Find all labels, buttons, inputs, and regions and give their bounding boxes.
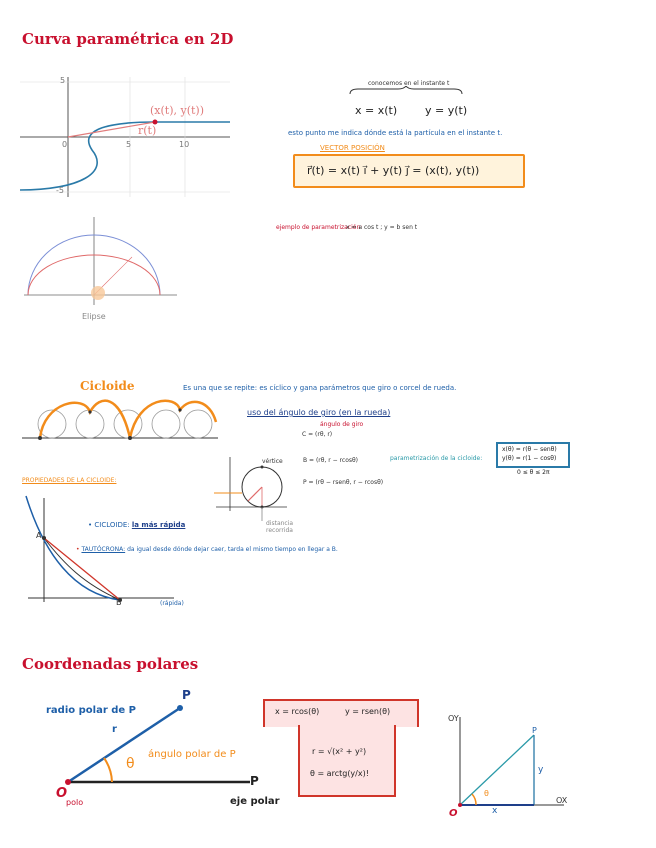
brace-note: conocemos en el instante t [368, 80, 450, 87]
angulo-label: ángulo polar de P [148, 749, 236, 760]
prop2-value: da igual desde dónde dejar caer, tarda el mismo tiempo en llegar a B. [127, 546, 338, 553]
right-p: P [532, 726, 537, 735]
tick-y-minus5: -5 [56, 186, 64, 195]
box-y: y = rsen(θ) [345, 707, 391, 716]
vertex-label: vértice [262, 458, 283, 465]
vector-title: VECTOR POSICIÓN [320, 144, 385, 152]
param-note-eq: x = a cos t ; y = b sen t [346, 224, 418, 231]
b-eq: B = (rθ, r − rcosθ) [303, 457, 359, 464]
brace-icon [348, 86, 464, 96]
vector-eq: r⃗(t) = x(t) i⃗ + y(t) j⃗ = (x(t), y(t)) [307, 164, 480, 177]
param-box [496, 442, 570, 468]
circle-caption: distancia recorrida [266, 520, 294, 534]
polo-label: polo [66, 798, 84, 807]
circle-geometry-diagram [212, 455, 292, 525]
graph-caption: (rápida) [160, 600, 184, 607]
eq-x: x = x(t) [355, 104, 398, 117]
tick-y-5: 5 [60, 76, 66, 85]
param-range: 0 ≤ θ ≤ 2π [517, 469, 550, 476]
prop-1: • CICLOIDE: la más rápida [88, 521, 186, 529]
tick-x-10: 10 [179, 140, 190, 149]
box-theta: θ = arctg(y/x)! [310, 769, 369, 778]
right-x: x [492, 806, 498, 816]
section-title-coordenadas-polares: Coordenadas polares [22, 655, 199, 673]
p-eq: P = (rθ − rsenθ, r − rcosθ) [303, 479, 384, 486]
vector-eq-box [293, 154, 525, 188]
vector-label: r(t) [138, 124, 157, 137]
theta-label: θ [126, 756, 135, 772]
axis-p: P [250, 774, 259, 788]
param-label: parametrización de la cicloide: [390, 455, 483, 462]
param-y: y(θ) = r(1 − cosθ) [502, 455, 557, 462]
right-y: y [538, 765, 544, 775]
tick-x-5: 5 [126, 140, 132, 149]
radio-label: radio polar de P [46, 705, 136, 716]
point-p: P [182, 688, 191, 702]
right-theta: θ [484, 789, 489, 798]
point-b: B [116, 598, 122, 607]
parametric-curve [20, 122, 230, 190]
tick-x-0: 0 [62, 140, 68, 149]
prop-2: • TAUTÓCRONA: da igual desde dónde dejar caer, tarda el mismo tiempo en llegar a B. [76, 546, 338, 553]
right-oy: OY [448, 714, 459, 723]
small-note: ángulo de giro [320, 421, 364, 428]
props-title: PROPIEDADES DE LA CICLOIDE: [22, 477, 117, 484]
parametric-curve-graph [20, 72, 240, 202]
param-note-label: ejemplo de parametrización: [276, 224, 363, 231]
point-a: A [36, 531, 42, 540]
formula-box-top [263, 699, 419, 727]
prop1-label: CICLOIDE: [94, 521, 130, 529]
curve-point-label: (x(t), y(t)) [150, 104, 205, 117]
prop2-label: TAUTÓCRONA: [81, 546, 126, 553]
section-title-curva-parametrica: Curva paramétrica en 2D [22, 30, 234, 48]
ellipse-label: Elipse [82, 312, 106, 321]
phi-eq: C = (rθ, r) [302, 431, 333, 438]
right-o: O [449, 808, 458, 819]
cicloide-desc-2: uso del ángulo de giro (en la rueda) [247, 408, 391, 417]
ellipse-diagram [22, 215, 182, 315]
cycloid-diagram [20, 392, 220, 444]
r-label: r [112, 724, 117, 735]
origin-o: O [56, 786, 68, 801]
param-x: x(θ) = r(θ − senθ) [502, 446, 557, 453]
box-x: x = rcos(θ) [275, 707, 320, 716]
section-title-cicloide: Cicloide [80, 379, 135, 393]
position-desc: esto punto me indica dónde está la partícula en el instante t. [288, 129, 503, 137]
right-triangle-diagram [448, 715, 568, 815]
eq-y: y = y(t) [425, 104, 468, 117]
right-ox: OX [556, 796, 568, 805]
prop1-value: la más rápida [131, 521, 186, 529]
cicloide-desc-1: Es una que se repite: es cíclico y gana parámetros que giro o corcel de rueda. [183, 384, 457, 392]
box-r: r = √(x² + y²) [312, 747, 367, 756]
formula-box-bottom [298, 725, 396, 797]
eje-label: eje polar [230, 796, 280, 807]
